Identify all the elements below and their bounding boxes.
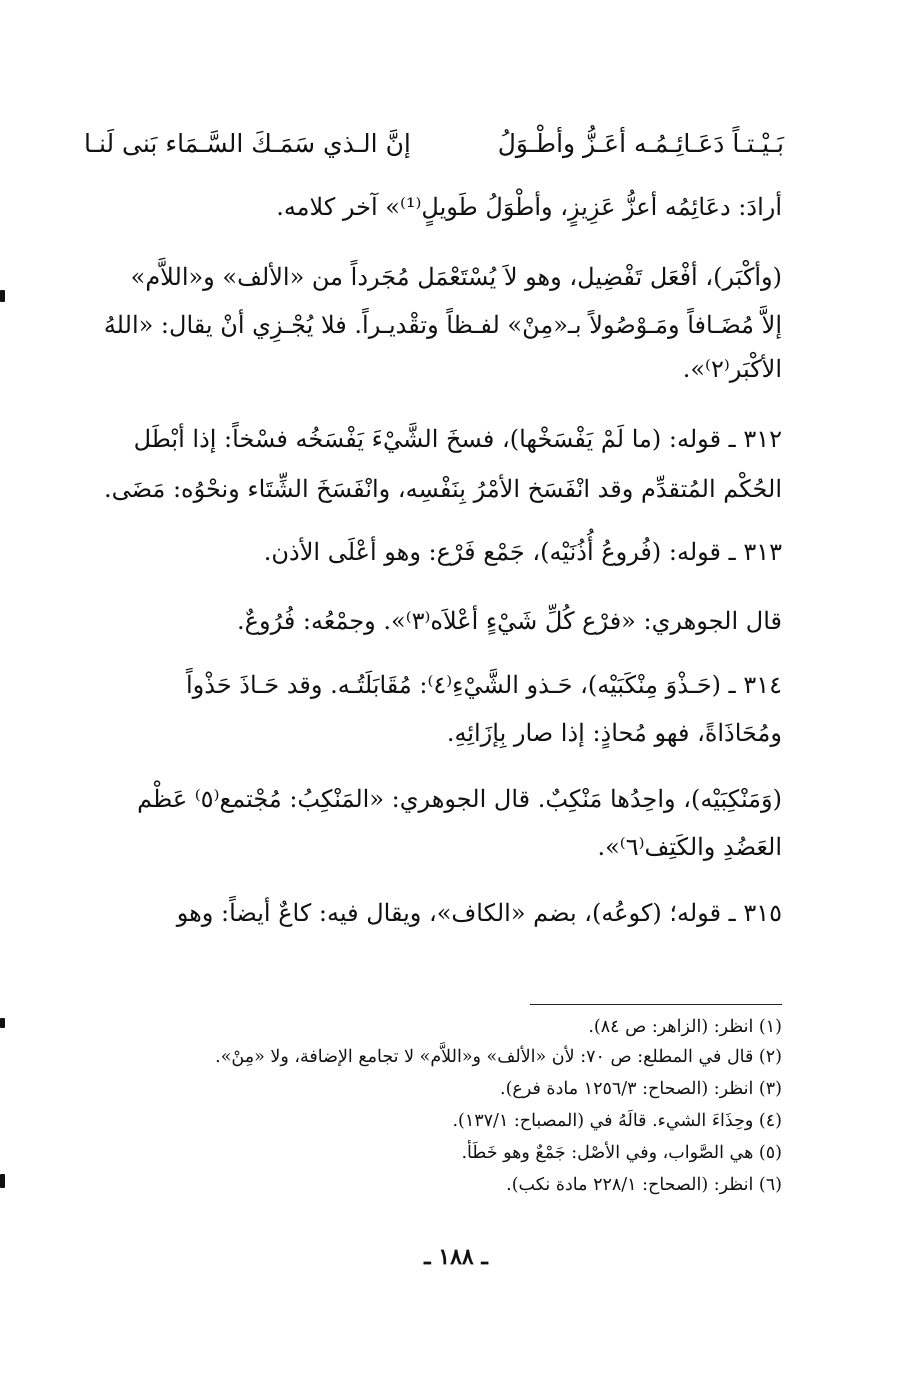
page-number: ـ ١٨٨ ـ	[424, 1244, 488, 1270]
body-line: الحُكْم المُتقدِّم وقد انْفَسَخ الأمْرُ بِنَفْسِه، وانْفَسَخَ الشِّتَاء ونحْوُه: مَضَى.	[104, 475, 782, 503]
body-line: قال الجوهري: «فرْع كُلِّ شَيْءٍ أعْلاَه⁽٣⁾». وجمْعُه: فُرُوعٌ.	[237, 607, 782, 635]
body-line: (وَمَنْكِبَيْه)، واحِدُها مَنْكِبٌ. قال الجوهري: «المَنْكِبُ: مُجْتمع⁽٥⁾ عَظْم	[137, 785, 782, 813]
footnote: (٦) انظر: (الصحاح: ٢٢٨/١ مادة نكب).	[506, 1175, 782, 1195]
body-line: ومُحَاذَاةً، فهو مُحاذٍ: إذا صار بِإزَائِهِ.	[446, 719, 782, 747]
footnote: (٤) وحِذَاءَ الشيء. قالَهُ في (المصباح: ١٣٧/١).	[452, 1111, 782, 1131]
footnote-separator	[530, 1004, 782, 1005]
body-line: ٣١٥ ـ قوله؛ (كوعُه)، بضم «الكاف»، ويقال فيه: كاعٌ أيضاً: وهو	[176, 899, 782, 927]
body-line: أرادَ: دعَائِمُه أعزُّ عَزِيزٍ، وأطْوَلُ طَويلٍ⁽¹⁾» آخر كلامه.	[276, 193, 782, 221]
body-line: (وأكْبَر)، أفْعَل تَفْضِيل، وهو لاَ يُسْتَعْمَل مُجَرداً من «الألف» و«اللاَّم»	[130, 263, 782, 291]
poetry-verse	[84, 118, 784, 168]
body-line: الأكْبَر⁽٢⁾».	[682, 355, 782, 383]
footnote: (١) انظر: (الزاهر: ص ٨٤).	[588, 1017, 782, 1037]
body-line: ٣١٢ ـ قوله: (ما لَمْ يَفْسَخْها)، فسخَ الشَّيْءَ يَفْسَخُه فسْخاً: إذا أبْطَل	[133, 425, 782, 453]
scan-margin-mark	[0, 1174, 5, 1188]
footnote: (٢) قال في المطلع: ص ٧٠: لأن «الألف» و«اللاَّم» لا تجامع الإضافة، ولا «مِنْ».	[215, 1047, 782, 1067]
footnote: (٥) هي الصَّواب، وفي الأصْل: جَمْعٌ وهو خَطَأ.	[461, 1143, 782, 1163]
verse-hemistich-1: إنَّ الـذي سَمَـكَ السَّـمَاء بَنى لَنـا	[84, 128, 411, 158]
body-line: إلاَّ مُضَـافاً ومَـوْصُولاً بـ«مِنْ» لفـظاً وتقْديـراً. فلا يُجْـزِي أنْ يقال: «اللهُ	[103, 311, 782, 339]
scan-margin-mark	[0, 290, 5, 302]
body-line: ٣١٤ ـ (حَـذْوَ مِنْكَبَيْه)، حَـذو الشَّيْءِ⁽٤⁾: مُقَابَلَتُـه. وقد حَـاذَ حَذْواً	[185, 671, 782, 699]
footnote: (٣) انظر: (الصحاح: ١٢٥٦/٣ مادة فرع).	[500, 1079, 782, 1099]
body-line: ٣١٣ ـ قوله: (فُروعُ أُذُنَيْه)، جَمْع فَرْع: وهو أعْلَى الأذن.	[263, 538, 782, 566]
scan-margin-mark	[0, 1018, 5, 1028]
verse-hemistich-2: بَـيْـتـاً دَعَـائِـمُـه أعَـزُّ وأطْـوَلُ	[497, 128, 784, 158]
body-line: العَضُدِ والكَتِف⁽٦⁾».	[597, 833, 782, 861]
